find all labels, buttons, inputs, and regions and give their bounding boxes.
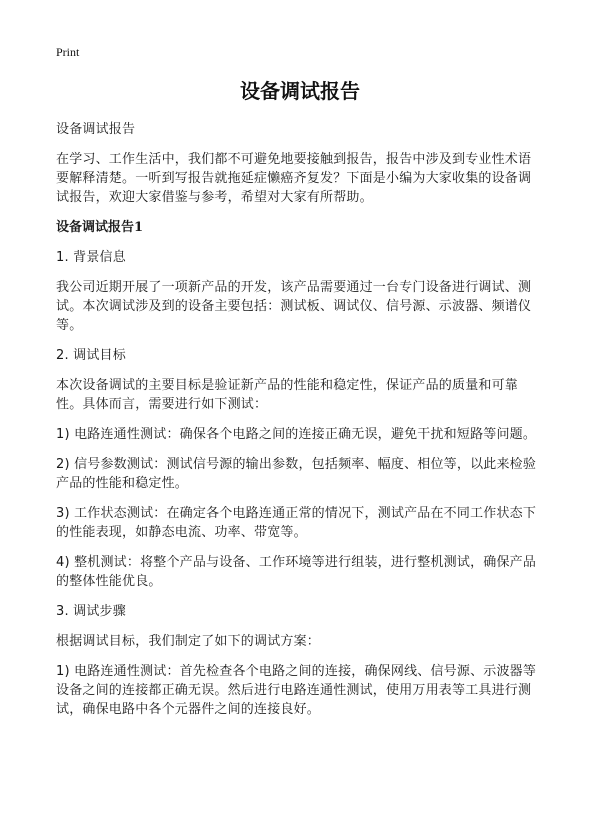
goal-paragraph: 本次设备调试的主要目标是验证新产品的性能和稳定性，保证产品的质量和可靠性。具体而言，需要进行如下测试： <box>56 378 519 412</box>
goal-item-2: 2) 信号参数测试：测试信号源的输出参数，包括频率、幅度、相位等，以此来检验产品的性能和稳定性。 <box>56 457 537 491</box>
document-subtitle: 设备调试报告 <box>56 122 136 137</box>
section-heading: 设备调试报告1 <box>56 220 144 235</box>
goal-item-4: 4) 整机测试：将整个产品与设备、工作环境等进行组装，进行整机测试，确保产品的整体性能优良。 <box>56 555 537 589</box>
steps-paragraph: 根据调试目标，我们制定了如下的调试方案： <box>56 634 321 649</box>
print-link[interactable]: Print <box>56 45 80 59</box>
background-paragraph: 我公司近期开展了一项新产品的开发，该产品需要通过一台专门设备进行调试、测试。本次调试涉及到的设备主要包括：测试板、调试仪、信号源、示波器、频谱仪等。 <box>56 280 532 333</box>
steps-item-1: 1) 电路连通性测试：首先检查各个电路之间的连接，确保网线、信号源、示波器等设备之间的连接都正确无误。然后进行电路连通性测试，使用万用表等工具进行测试，确保电路中各个元器件之间的连接良好。 <box>56 664 537 717</box>
goal-title: 2. 调试目标 <box>56 348 126 363</box>
background-title: 1. 背景信息 <box>56 250 126 265</box>
intro-paragraph: 在学习、工作生活中，我们都不可避免地要接触到报告，报告中涉及到专业性术语要解释清楚。一听到写报告就拖延症懒癌齐复发？下面是小编为大家收集的设备调试报告，欢迎大家借鉴与参考，希望对大家有所帮助。 <box>56 152 532 205</box>
steps-title: 3. 调试步骤 <box>56 604 126 619</box>
goal-item-3: 3) 工作状态测试：在确定各个电路连通正常的情况下，测试产品在不同工作状态下的性能表现，如静态电流、功率、带宽等。 <box>56 506 537 540</box>
goal-item-1: 1) 电路连通性测试：确保各个电路之间的连接正确无误，避免干扰和短路等问题。 <box>56 427 537 442</box>
page-title: 设备调试报告 <box>240 79 360 103</box>
